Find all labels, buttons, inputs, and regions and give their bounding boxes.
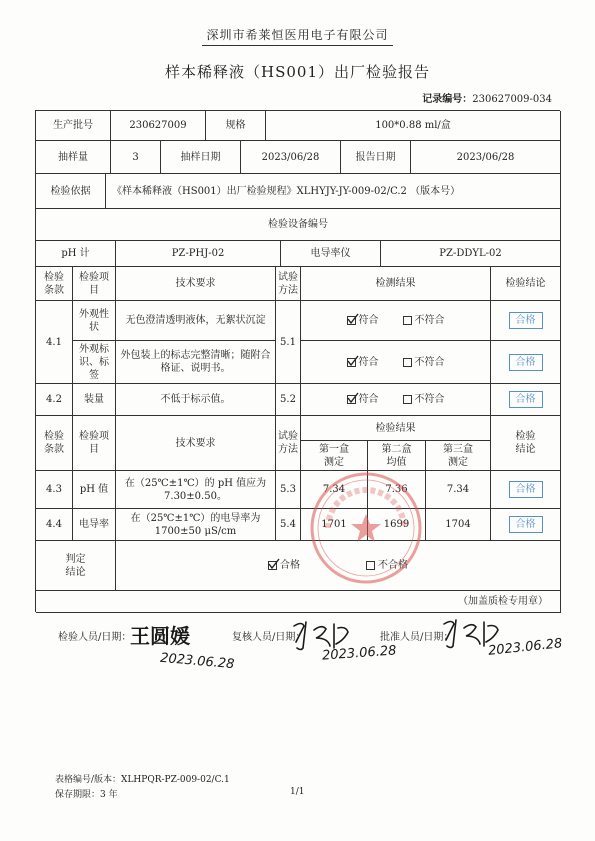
n-row-requirement: 在（25℃±1℃）的电导率为 1700±50 μS/cm <box>116 509 276 541</box>
n-row-value-3: 1704 <box>426 509 491 541</box>
reviewer-date: 2023.06.28 <box>321 643 397 664</box>
form-code-value: XLHPQR-PZ-009-02/C.1 <box>121 775 230 785</box>
q-row-method: 5.2 <box>276 384 301 416</box>
spec-label: 规格 <box>206 111 266 141</box>
report-title: 样本稀释液（HS001）出厂检验报告 <box>165 63 430 81</box>
n-row-method: 5.4 <box>276 509 301 541</box>
verdict-label <box>36 541 116 591</box>
n-row-clause: 4.3 <box>36 471 73 509</box>
q-row-requirement: 不低于标示值。 <box>116 384 276 416</box>
checkbox-checked-icon <box>347 358 356 367</box>
n-row-conclusion <box>491 471 561 509</box>
batch-label: 生产批号 <box>36 111 111 141</box>
n-row-value-2: 1699 <box>368 509 426 541</box>
approver-label: 批准人员/日期： <box>380 632 454 643</box>
checkbox-empty-icon <box>403 395 412 404</box>
n-header-conclusion <box>491 416 561 471</box>
q-row-item: 装量 <box>73 384 116 416</box>
pass-stamp: 合格 <box>509 516 543 533</box>
sample-qty-value: 3 <box>111 141 161 174</box>
n-row-value-1: 7.34 <box>301 471 368 509</box>
conductivity-meter-id: PZ-DDYL-02 <box>381 241 561 267</box>
pass-label: 符合 <box>358 315 379 326</box>
n-header-item: 检验项目 <box>73 416 116 471</box>
record-number <box>380 90 552 105</box>
n-row-value-3: 7.34 <box>426 471 491 509</box>
q-row-conclusion <box>491 384 561 416</box>
verdict-value <box>116 541 561 591</box>
q-row-requirement: 外包装上的标志完整清晰；随附合格证、说明书。 <box>116 341 276 384</box>
pass-label: 符合 <box>358 394 379 405</box>
stamp-note: （加盖质检专用章） <box>36 591 561 613</box>
q-row-item: 外观性状 <box>73 301 116 341</box>
n-row-clause: 4.4 <box>36 509 73 541</box>
n-subheader-3-label: 第三盒测定 <box>443 443 473 468</box>
pass-stamp: 合格 <box>509 481 543 498</box>
form-code <box>55 772 230 785</box>
approver-date: 2023.06.28 <box>487 636 564 659</box>
n-header-method: 试验方法 <box>276 416 301 471</box>
q-row-result <box>301 384 491 416</box>
q-row-result <box>301 341 491 384</box>
n-row-value-1: 1701 <box>301 509 368 541</box>
q-row-clause: 4.2 <box>36 384 73 416</box>
report-date-label: 报告日期 <box>341 141 411 174</box>
verdict-fail-label: 不合格 <box>378 560 408 571</box>
company-name: 深圳市希莱恒医用电子有限公司 <box>202 26 392 46</box>
checkbox-empty-icon <box>403 316 412 325</box>
q-row-item: 外观标识、标签 <box>73 341 116 384</box>
q-row-method: 5.1 <box>276 301 301 384</box>
q-row-conclusion <box>491 341 561 384</box>
n-row-item: pH 值 <box>73 471 116 509</box>
fail-label: 不符合 <box>414 394 445 405</box>
q-header-result: 检测结果 <box>301 267 491 301</box>
inspector-date: 2023.06.28 <box>159 650 235 673</box>
pass-stamp: 合格 <box>509 391 543 408</box>
record-number-label: 记录编号： <box>422 94 473 105</box>
n-header-conclusion-label: 检验结论 <box>515 431 536 455</box>
spec-value: 100*0.88 ml/盒 <box>266 111 561 141</box>
n-header-requirement: 技术要求 <box>116 416 276 471</box>
q-header-method: 试验方法 <box>276 267 301 301</box>
ph-meter-label: pH 计 <box>36 241 116 267</box>
pass-stamp: 合格 <box>509 312 543 329</box>
n-header-clause: 检验条款 <box>36 416 73 471</box>
report-date-value: 2023/06/28 <box>411 141 561 174</box>
batch-value: 230627009 <box>111 111 206 141</box>
sample-qty-label: 抽样量 <box>36 141 111 174</box>
sample-date-value: 2023/06/28 <box>241 141 341 174</box>
reviewer-label: 复核人员/日期： <box>232 632 306 643</box>
page-number: 1/1 <box>290 787 305 797</box>
n-subheader-2-label: 第二盒均值 <box>381 443 412 468</box>
basis-value: 《样本稀释液（HS001）出厂检验规程》XLHYJY-JY-009-02/C.2 （版本号） <box>106 174 561 209</box>
company-header <box>0 26 595 46</box>
n-subheader-2 <box>368 441 426 471</box>
conductivity-meter-label: 电导率仪 <box>281 241 381 267</box>
q-header-requirement: 技术要求 <box>116 267 276 301</box>
checkbox-checked-icon <box>268 561 277 570</box>
inspector-label: 检验人员/日期： <box>58 632 132 643</box>
equipment-title: 检验设备编号 <box>36 209 561 241</box>
q-row-clause: 4.1 <box>36 301 73 384</box>
checkbox-checked-icon <box>347 395 356 404</box>
verdict-pass-label: 合格 <box>280 560 300 571</box>
q-header-clause: 检验条款 <box>36 267 73 301</box>
q-header-conclusion: 检验结论 <box>491 267 561 301</box>
n-subheader-1 <box>301 441 368 471</box>
pass-label: 符合 <box>358 356 379 368</box>
n-header-result: 检验结果 <box>301 416 491 441</box>
form-code-label: 表格编号/版本： <box>55 775 122 785</box>
record-number-value: 230627009-034 <box>472 94 552 105</box>
verdict-label-text: 判定结论 <box>65 553 86 578</box>
fail-label: 不符合 <box>414 315 445 326</box>
checkbox-empty-icon <box>366 561 375 570</box>
basis-label: 检验依据 <box>36 174 106 209</box>
q-row-result <box>301 301 491 341</box>
ph-meter-id: PZ-PHJ-02 <box>116 241 281 267</box>
n-row-item: 电导率 <box>73 509 116 541</box>
q-header-item: 检验项目 <box>73 267 116 301</box>
n-row-conclusion <box>491 509 561 541</box>
n-subheader-1-label: 第一盒测定 <box>319 443 349 468</box>
n-subheader-3 <box>426 441 491 471</box>
q-row-requirement: 无色澄清透明液体，无絮状沉淀 <box>116 301 276 341</box>
inspector-signature: 王圆媛 <box>130 624 190 648</box>
retention-period: 保存期限：3 年 <box>55 790 118 800</box>
checkbox-empty-icon <box>403 358 412 367</box>
n-row-method: 5.3 <box>276 471 301 509</box>
q-row-conclusion <box>491 301 561 341</box>
sample-date-label: 抽样日期 <box>161 141 241 174</box>
checkbox-checked-icon <box>347 316 356 325</box>
pass-stamp: 合格 <box>509 354 543 371</box>
n-row-value-2: 7.36 <box>368 471 426 509</box>
fail-label: 不符合 <box>414 356 445 368</box>
inspection-table <box>35 110 560 612</box>
n-row-requirement: 在（25℃±1℃）的 pH 值应为 7.30±0.50。 <box>116 471 276 509</box>
